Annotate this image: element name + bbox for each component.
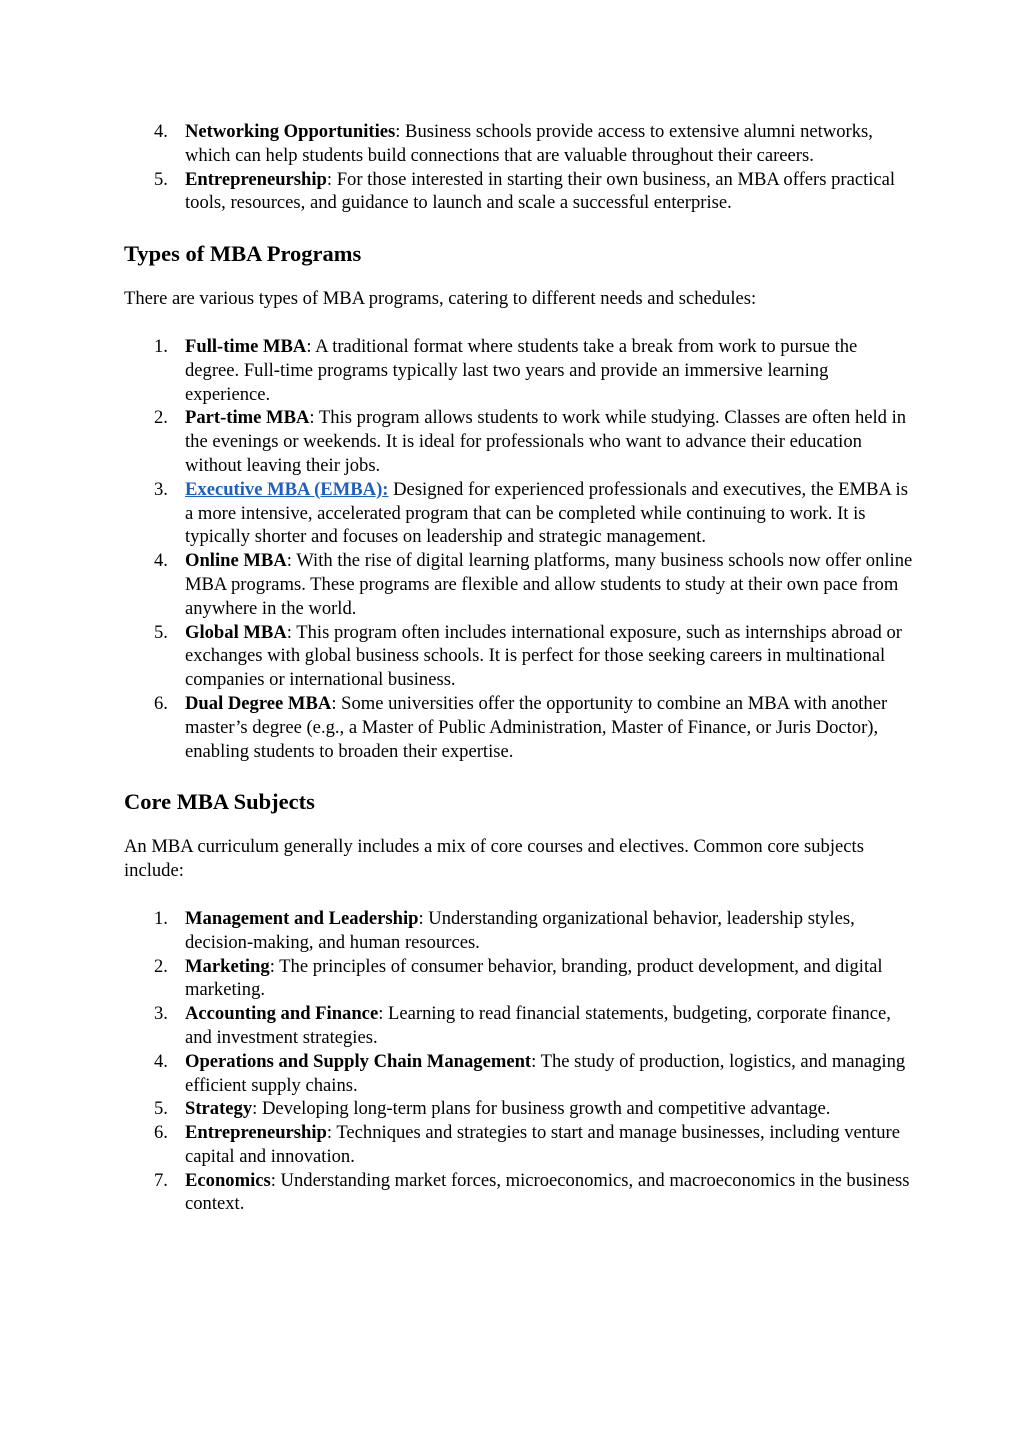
list-text: : The principles of consumer behavior, branding, product development, and digital marketing. bbox=[185, 955, 883, 1001]
list-text: : For those interested in starting their own business, an MBA offers practical tools, resources, and guidance to launch and scale a successful enterprise. bbox=[185, 168, 896, 214]
list-text: : This program allows students to work while studying. Classes are often held in the evenings or weekends. It is ideal for professionals who want to advance their education without leaving their jobs. bbox=[185, 407, 907, 476]
intro-list bbox=[124, 120, 914, 215]
list-text: : Some universities offer the opportunity to combine an MBA with another master’s degree (e.g., a Master of Public Administration, Master of Finance, or Juris Doctor), enabling students to broaden their expertise. bbox=[185, 692, 888, 762]
section-intro-types: There are various types of MBA programs, catering to different needs and schedules: bbox=[124, 288, 757, 310]
list-number: 5. bbox=[154, 621, 168, 643]
list-number: 4. bbox=[154, 550, 168, 572]
list-term: Strategy bbox=[185, 1098, 253, 1120]
list-number: 2. bbox=[154, 955, 168, 977]
list-item bbox=[124, 1169, 914, 1217]
list-number: 5. bbox=[154, 1098, 168, 1120]
list-number: 6. bbox=[154, 692, 168, 714]
list-text: : This program often includes international exposure, such as internships abroad or exchanges with global business schools. It is perfect for those seeking careers in multinational companies or international business. bbox=[185, 621, 902, 691]
list-item bbox=[124, 1002, 914, 1050]
list-term: Economics bbox=[185, 1169, 271, 1191]
section-heading-types: Types of MBA Programs bbox=[124, 241, 362, 267]
core-subjects-list bbox=[124, 907, 914, 1216]
list-number: 2. bbox=[154, 407, 168, 429]
list-term: Management and Leadership bbox=[185, 907, 419, 929]
list-item bbox=[124, 335, 914, 406]
list-number: 1. bbox=[154, 335, 168, 357]
list-term: Operations and Supply Chain Management bbox=[185, 1050, 532, 1072]
list-text: : Developing long-term plans for business growth and competitive advantage. bbox=[252, 1098, 831, 1120]
document-page bbox=[124, 120, 914, 1216]
list-item bbox=[124, 168, 914, 216]
list-number: 3. bbox=[154, 1003, 168, 1025]
executive-mba-link[interactable] bbox=[185, 479, 388, 500]
list-term: Dual Degree MBA bbox=[185, 692, 332, 714]
list-text: : Understanding organizational behavior, leadership styles, decision-making, and human resources. bbox=[185, 907, 855, 953]
list-term: Full-time MBA bbox=[185, 335, 307, 357]
list-item bbox=[124, 120, 914, 168]
list-item bbox=[124, 907, 914, 955]
list-text: : A traditional format where students take a break from work to pursue the degree. Full-time programs typically last two years and provide an immersive learning experience. bbox=[185, 335, 858, 405]
list-number: 6. bbox=[154, 1122, 168, 1144]
list-text: : Business schools provide access to extensive alumni networks, which can help students build connections that are valuable throughout their careers. bbox=[185, 121, 873, 166]
list-item bbox=[124, 1121, 914, 1169]
list-number: 5. bbox=[154, 168, 168, 190]
list-item bbox=[124, 692, 914, 763]
list-item bbox=[124, 406, 914, 477]
list-term: Entrepreneurship bbox=[185, 1122, 327, 1144]
list-item bbox=[124, 1097, 914, 1121]
list-text: : Learning to read financial statements, budgeting, corporate finance, and investment strategies. bbox=[185, 1003, 891, 1048]
list-item bbox=[124, 549, 914, 620]
list-text: : With the rise of digital learning platforms, many business schools now offer online MBA programs. These programs are flexible and allow students to study at their own pace from anywhere in the world. bbox=[185, 550, 913, 619]
types-list bbox=[124, 335, 914, 763]
link-text[interactable]: Executive MBA (EMBA) bbox=[185, 478, 383, 500]
list-text: Designed for experienced professionals and executives, the EMBA is a more intensive, accelerated program that can be completed while continuing to work. It is typically shorter and focuses on leadership and strategic management. bbox=[185, 478, 908, 548]
list-term: Online MBA bbox=[185, 550, 287, 572]
list-text: : Understanding market forces, microeconomics, and macroeconomics in the business context. bbox=[185, 1169, 910, 1215]
list-number: 1. bbox=[154, 907, 168, 929]
list-item bbox=[124, 478, 914, 549]
list-term: Accounting and Finance bbox=[185, 1003, 379, 1025]
list-number: 4. bbox=[154, 121, 168, 142]
link-suffix[interactable]: : bbox=[382, 478, 389, 500]
list-term: Entrepreneurship bbox=[185, 168, 327, 190]
list-item bbox=[124, 621, 914, 692]
list-number: 4. bbox=[154, 1050, 168, 1072]
list-item bbox=[124, 955, 914, 1003]
list-item bbox=[124, 1050, 914, 1098]
list-term: Marketing bbox=[185, 955, 270, 977]
section-heading-core: Core MBA Subjects bbox=[124, 789, 315, 815]
list-text: : The study of production, logistics, and managing efficient supply chains. bbox=[185, 1050, 906, 1096]
list-text: : Techniques and strategies to start and manage businesses, including venture capital and innovation. bbox=[185, 1122, 900, 1167]
list-number: 3. bbox=[154, 478, 168, 500]
list-term: Part-time MBA bbox=[185, 407, 310, 429]
list-term: Networking Opportunities bbox=[185, 121, 396, 142]
list-term: Global MBA bbox=[185, 621, 287, 643]
list-number: 7. bbox=[154, 1169, 168, 1191]
section-intro-core: An MBA curriculum generally includes a mix of core courses and electives. Common core subjects include: bbox=[124, 836, 864, 882]
